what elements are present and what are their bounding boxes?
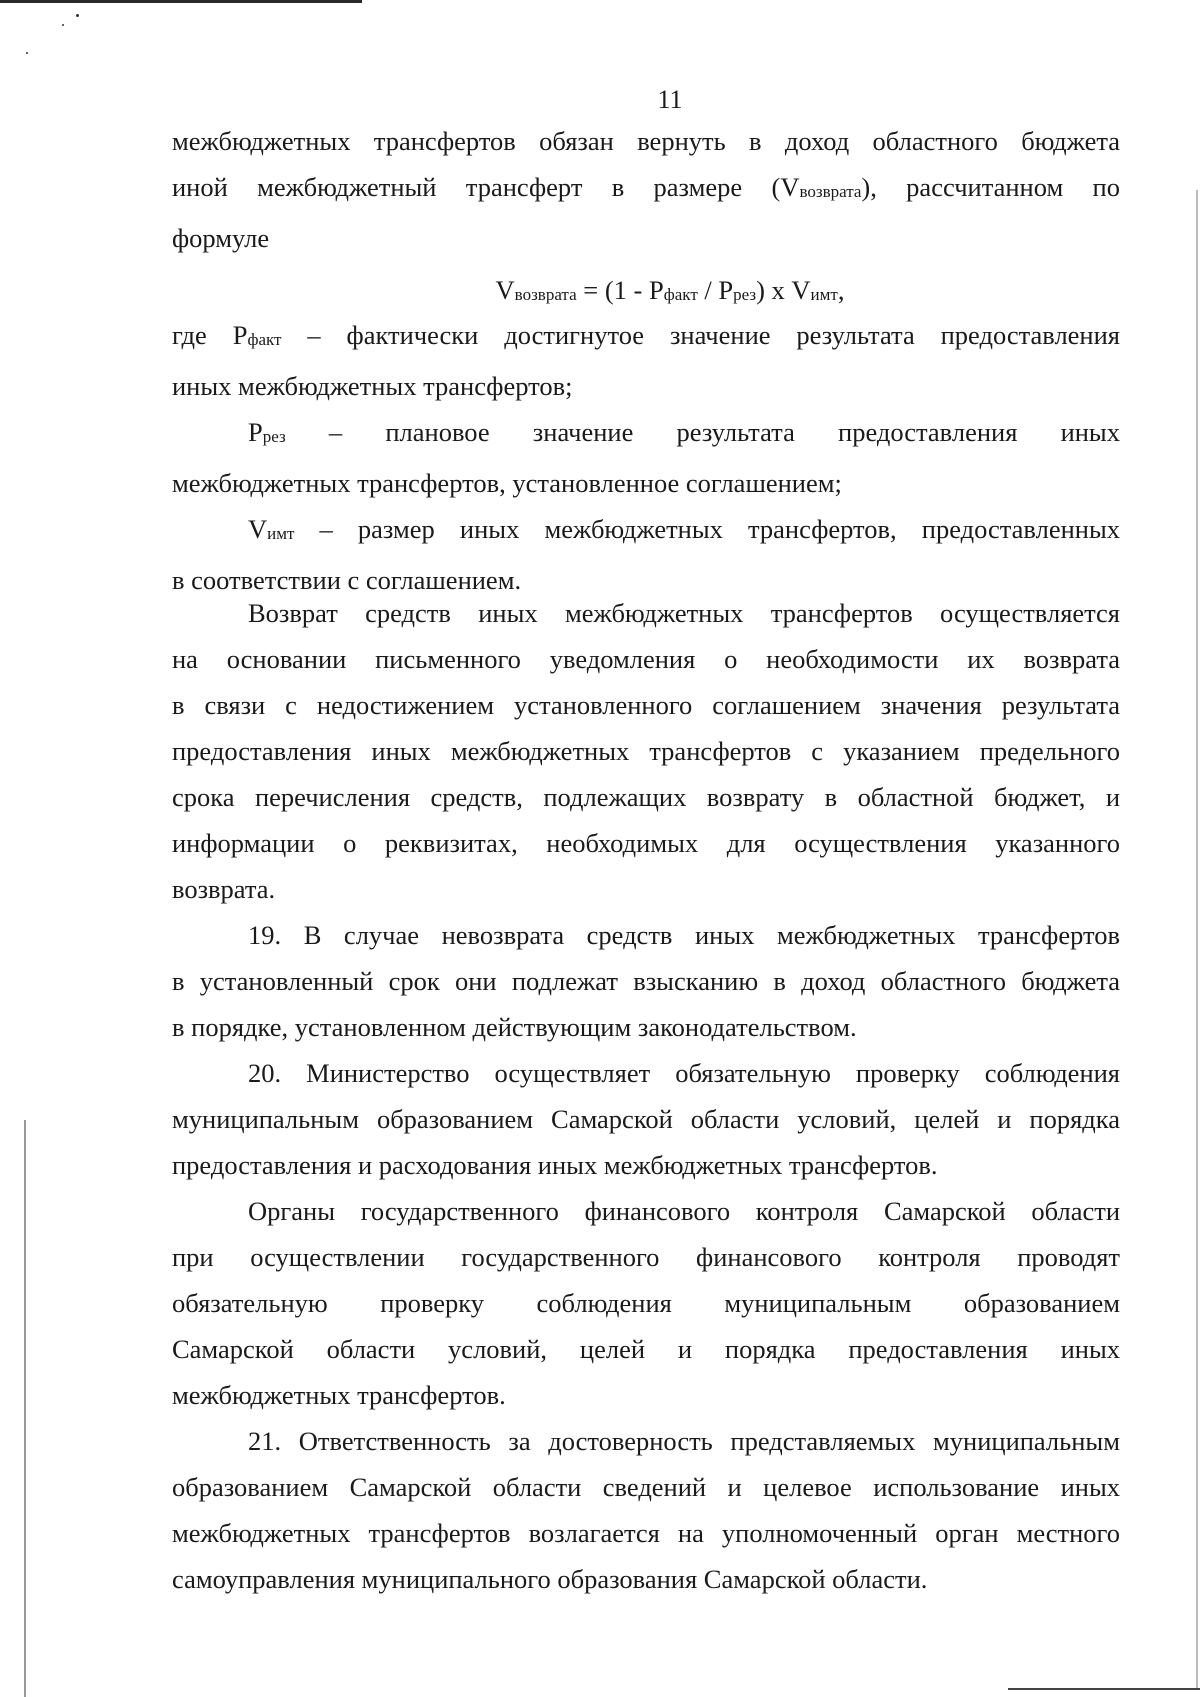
scan-speck [26, 52, 28, 54]
text-line: возврата. [172, 874, 276, 904]
control-paragraph [172, 1188, 1120, 1418]
text-line: муниципальным образованием Самарской области условий, целей и порядка [172, 1104, 1120, 1134]
scan-top-rule [0, 0, 362, 3]
text-line: информации о реквизитах, необходимых для осуществления указанного [172, 828, 1120, 858]
text-line: Vимт – размер иных межбюджетных трансфертов, предоставленных [248, 514, 1120, 544]
text-line: в порядке, установленном действующим законодательством. [172, 1012, 857, 1042]
text-line: в соответствии с соглашением. [172, 565, 522, 595]
text-line: 21. Ответственность за достоверность представляемых муниципальным [248, 1426, 1120, 1456]
text-line: в установленный срок они подлежат взысканию в доход областного бюджета [172, 966, 1120, 996]
text-line: межбюджетных трансфертов возлагается на уполномоченный орган местного [172, 1518, 1120, 1548]
text-line: иных межбюджетных трансфертов; [172, 371, 573, 401]
text-line: межбюджетных трансфертов. [172, 1380, 506, 1410]
text-line: иной межбюджетный трансферт в размере (Vвозврата), рассчитанном по [172, 172, 1120, 202]
text-line: на основании письменного уведомления о необходимости их возврата [172, 644, 1120, 674]
text-line: Возврат средств иных межбюджетных трансфертов осуществляется [248, 598, 1120, 628]
paragraph-19 [172, 912, 1120, 1050]
text-line: предоставления иных межбюджетных трансфертов с указанием предельного [172, 736, 1120, 766]
text-line: при осуществлении государственного финансового контроля проводят [172, 1242, 1120, 1272]
scan-right-border [1196, 190, 1198, 1690]
return-paragraph [172, 590, 1120, 912]
scan-bottom-rule [1008, 1688, 1200, 1690]
text-line: межбюджетных трансфертов, установленное соглашением; [172, 468, 842, 498]
text-line: межбюджетных трансфертов обязан вернуть в доход областного бюджета [172, 126, 1120, 156]
scan-left-border [24, 1120, 26, 1697]
paragraph-20 [172, 1050, 1120, 1188]
intro-paragraph [172, 118, 1120, 261]
text-line: Самарской области условий, целей и порядка предоставления иных [172, 1334, 1120, 1364]
return-formula: Vвозврата = (1 - Pфакт / Pрез) х Vимт, [495, 275, 845, 305]
text-line: 20. Министерство осуществляет обязательную проверку соблюдения [248, 1058, 1120, 1088]
text-line: Органы государственного финансового контроля Самарской области [248, 1196, 1120, 1226]
text-line: 19. В случае невозврата средств иных межбюджетных трансфертов [248, 920, 1120, 950]
paragraph-21 [172, 1418, 1120, 1602]
text-line: срока перечисления средств, подлежащих возврату в областной бюджет, и [172, 782, 1120, 812]
text-line: образованием Самарской области сведений и целевое использование иных [172, 1472, 1120, 1502]
text-line: Pрез – плановое значение результата предоставления иных [248, 417, 1120, 447]
text-line: самоуправления муниципального образования Самарской области. [172, 1564, 928, 1594]
scan-speck [62, 24, 64, 26]
formula-definitions [172, 312, 1120, 603]
text-line: обязательную проверку соблюдения муниципальным образованием [172, 1288, 1120, 1318]
page-number: 11 [657, 85, 683, 114]
text-line: где Pфакт – фактически достигнутое значение результата предоставления [172, 320, 1120, 350]
scan-speck [76, 14, 79, 17]
text-line: в связи с недостижением установленного соглашением значения результата [172, 690, 1120, 720]
text-line: предоставления и расходования иных межбюджетных трансфертов. [172, 1150, 938, 1180]
text-line: формуле [172, 223, 270, 253]
